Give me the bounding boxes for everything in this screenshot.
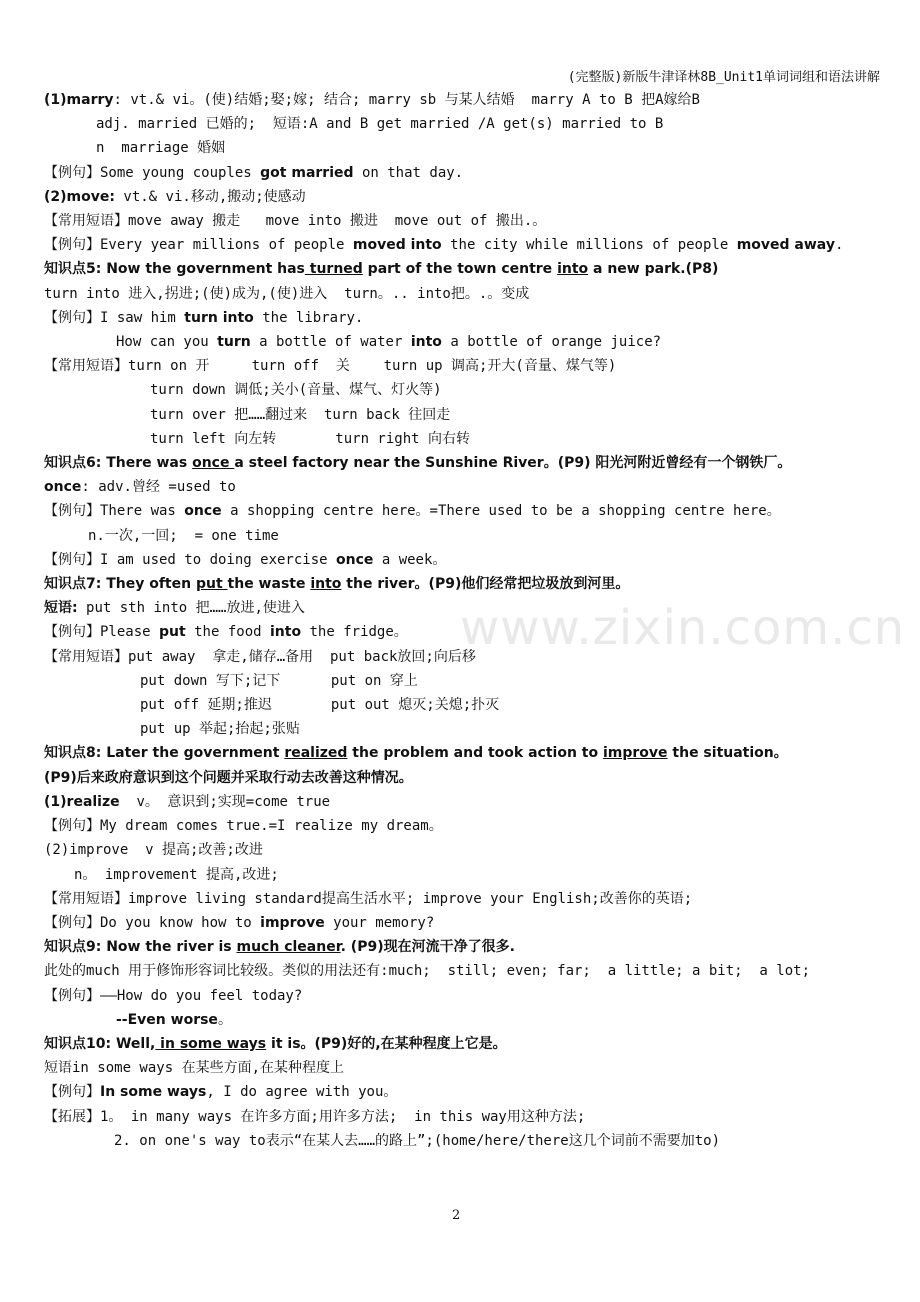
text-line bbox=[44, 863, 890, 887]
text-segment: . (P9)现在河流干净了很多. bbox=[340, 939, 515, 956]
text-segment: n.一次,一回; = one time bbox=[88, 527, 279, 544]
text-line bbox=[44, 911, 890, 935]
text-segment: 知识点5: Now the government has bbox=[44, 261, 305, 278]
text-line bbox=[44, 572, 890, 596]
text-line bbox=[44, 1080, 890, 1104]
text-line bbox=[44, 88, 890, 112]
text-segment: (2)move: bbox=[44, 188, 115, 205]
text-segment: turn into 进入,拐进;(使)成为,(使)进入 turn。.. into把。.。变成 bbox=[44, 285, 530, 302]
text-segment: How can you bbox=[116, 334, 218, 351]
text-segment: much cleaner bbox=[236, 939, 341, 956]
text-line bbox=[44, 475, 890, 499]
text-line bbox=[44, 427, 890, 451]
text-segment: turn down 调低;关小(音量、煤气、灯火等) bbox=[150, 382, 442, 399]
text-line bbox=[44, 669, 890, 693]
text-segment: in some ways bbox=[155, 1035, 267, 1052]
text-segment: the problem and took action to bbox=[347, 745, 603, 762]
text-segment: : adv.曾经 =used to bbox=[81, 479, 236, 496]
text-segment: improve bbox=[602, 745, 668, 762]
text-segment: into bbox=[410, 334, 442, 351]
text-line bbox=[44, 790, 890, 814]
text-segment: moved into bbox=[352, 237, 442, 254]
text-segment: n。 improvement 提高,改进; bbox=[74, 866, 279, 883]
text-line bbox=[44, 403, 890, 427]
text-line bbox=[44, 499, 890, 523]
text-segment: 知识点7: They often bbox=[44, 576, 196, 593]
text-segment: put down 写下;记下 put on 穿上 bbox=[140, 672, 418, 689]
text-segment: put off 延期;推迟 put out 熄灭;关熄;扑灭 bbox=[140, 697, 500, 714]
text-line bbox=[44, 136, 890, 160]
text-segment: the city while millions of people bbox=[441, 237, 737, 254]
text-line bbox=[44, 306, 890, 330]
text-line bbox=[44, 596, 890, 620]
text-segment: . bbox=[834, 237, 844, 254]
text-segment: a shopping centre here。=There used to be a shopping centre here。 bbox=[221, 503, 781, 520]
text-line bbox=[44, 1032, 890, 1056]
text-segment: turn into bbox=[184, 309, 254, 326]
text-segment: 【例句】 bbox=[44, 1084, 100, 1101]
text-segment: v。 意识到;实现=come true bbox=[119, 793, 331, 810]
text-line bbox=[44, 717, 890, 741]
text-segment: a week。 bbox=[373, 551, 447, 568]
text-segment: 【常用短语】turn on 开 turn off 关 turn up 调高;开大(音量、煤气等) bbox=[44, 358, 617, 375]
text-segment: the waste bbox=[227, 576, 311, 593]
text-line bbox=[44, 1008, 890, 1032]
text-line bbox=[44, 766, 890, 790]
text-segment: into bbox=[557, 261, 589, 278]
text-segment: turn over 把……翻过来 turn back 往回走 bbox=[150, 406, 451, 423]
text-line bbox=[44, 693, 890, 717]
text-line bbox=[44, 741, 890, 765]
text-segment: a new park.(P8) bbox=[588, 261, 719, 278]
text-line bbox=[44, 548, 890, 572]
text-segment: the fridge。 bbox=[301, 624, 408, 641]
text-segment: 。 bbox=[217, 1011, 232, 1028]
text-line bbox=[44, 984, 890, 1008]
page-number: 2 bbox=[452, 1208, 461, 1223]
text-segment: 2. on one's way to表示“在某人去……的路上”;(home/here/there这几个词前不需要加to) bbox=[114, 1132, 721, 1149]
text-segment: 此处的much 用于修饰形容词比较级。类似的用法还有:much; still; even; far; a little; a bit; a lot; bbox=[44, 963, 811, 980]
text-line bbox=[44, 1056, 890, 1080]
text-segment: a bottle of orange juice? bbox=[441, 334, 662, 351]
text-segment: got married bbox=[260, 164, 354, 181]
text-segment: (P9)后来政府意识到这个问题并采取行动去改善这种情况。 bbox=[44, 769, 413, 786]
text-segment: 【例句】I am used to doing exercise bbox=[44, 551, 337, 568]
text-line bbox=[44, 838, 890, 862]
text-segment: 【常用短语】move away 搬走 move into 搬进 move out of 搬出.。 bbox=[44, 213, 547, 230]
text-segment: put bbox=[159, 624, 186, 641]
text-line bbox=[44, 887, 890, 911]
page-header: (完整版)新版牛津译林8B_Unit1单词词组和语法讲解 bbox=[567, 70, 880, 85]
text-segment: 【例句】My dream comes true.=I realize my dream。 bbox=[44, 818, 443, 835]
text-segment: on that day. bbox=[353, 164, 464, 181]
text-segment: once bbox=[44, 479, 82, 496]
text-segment: the river。(P9)他们经常把垃圾放到河里。 bbox=[341, 576, 630, 593]
text-line bbox=[44, 354, 890, 378]
text-segment: turn bbox=[217, 334, 251, 351]
text-segment: turn left 向左转 turn right 向右转 bbox=[150, 430, 471, 447]
text-segment: a bottle of water bbox=[250, 334, 411, 351]
text-segment: : vt.& vi。(使)结婚;娶;嫁; 结合; marry sb 与某人结婚 marry A to B 把A嫁给B bbox=[113, 92, 700, 108]
text-segment: part of the town centre bbox=[362, 261, 558, 278]
text-segment: 【例句】I saw him bbox=[44, 309, 185, 326]
text-segment: , I do agree with you。 bbox=[206, 1084, 398, 1101]
text-segment: 【常用短语】improve living standard提高生活水平; improve your English;改善你的英语; bbox=[44, 890, 693, 907]
watermark: www.zixin.com.cn bbox=[460, 600, 906, 656]
text-line bbox=[44, 524, 890, 548]
text-line bbox=[44, 451, 890, 475]
text-segment: 知识点6: There was bbox=[44, 455, 193, 472]
text-line bbox=[44, 257, 890, 281]
text-segment: 【拓展】1。 in many ways 在许多方面;用许多方法; in this way用这种方法; bbox=[44, 1108, 586, 1125]
text-segment: (2)improve v 提高;改善;改进 bbox=[44, 842, 263, 859]
text-segment: 【例句】Every year millions of people bbox=[44, 237, 353, 254]
text-segment: (1)realize bbox=[44, 793, 120, 810]
text-segment: once bbox=[192, 455, 235, 472]
text-line bbox=[44, 209, 890, 233]
text-segment: 知识点10: Well, bbox=[44, 1035, 156, 1052]
text-segment: a steel factory near the Sunshine River。(P9) 阳光河附近曾经有一个钢铁厂。 bbox=[234, 455, 792, 472]
text-segment: 知识点9: Now the river is bbox=[44, 939, 237, 956]
text-line bbox=[44, 282, 890, 306]
text-segment: turned bbox=[304, 261, 363, 278]
text-segment: In some ways bbox=[100, 1084, 207, 1101]
document-body bbox=[44, 88, 890, 1153]
text-segment: adj. married 已婚的; 短语:A and B get married /A get(s) married to B bbox=[96, 116, 664, 133]
text-line bbox=[44, 233, 890, 257]
text-segment: the library. bbox=[253, 309, 364, 326]
text-line bbox=[44, 645, 890, 669]
text-segment: put bbox=[195, 576, 228, 593]
text-segment: your memory? bbox=[324, 914, 435, 931]
text-line bbox=[44, 161, 890, 185]
text-segment: once bbox=[184, 503, 222, 520]
text-segment: it is。(P9)好的,在某种程度上它是。 bbox=[266, 1035, 507, 1052]
text-segment: 短语: bbox=[44, 600, 78, 617]
text-segment: vt.& vi.移动,搬动;使感动 bbox=[114, 188, 306, 205]
text-line bbox=[44, 935, 890, 959]
text-segment: 【例句】Please bbox=[44, 624, 160, 641]
text-segment: 【例句】There was bbox=[44, 503, 185, 520]
text-line bbox=[44, 1105, 890, 1129]
text-segment: improve bbox=[260, 914, 325, 931]
text-line bbox=[44, 330, 890, 354]
text-segment: moved away bbox=[736, 237, 835, 254]
text-segment: the situation。 bbox=[667, 745, 788, 762]
text-segment: 知识点8: Later the government bbox=[44, 745, 285, 762]
text-segment: into bbox=[270, 624, 302, 641]
text-segment: 【例句】Do you know how to bbox=[44, 914, 261, 931]
text-segment: realized bbox=[284, 745, 348, 762]
text-segment: --Even worse bbox=[116, 1011, 218, 1028]
text-segment: into bbox=[310, 576, 342, 593]
text-segment: (1)marry bbox=[44, 92, 114, 108]
text-line bbox=[44, 378, 890, 402]
text-segment: 【例句】——How do you feel today? bbox=[44, 987, 303, 1004]
text-line bbox=[44, 1129, 890, 1153]
text-segment: put up 举起;抬起;张贴 bbox=[140, 721, 300, 738]
text-line bbox=[44, 112, 890, 136]
text-segment: once bbox=[336, 551, 374, 568]
text-line bbox=[44, 185, 890, 209]
text-line bbox=[44, 959, 890, 983]
text-line bbox=[44, 814, 890, 838]
text-segment: 【例句】Some young couples bbox=[44, 164, 261, 181]
text-segment: put sth into 把……放进,使进入 bbox=[77, 600, 305, 617]
text-line bbox=[44, 620, 890, 644]
text-segment: the food bbox=[185, 624, 270, 641]
text-segment: 短语in some ways 在某些方面,在某种程度上 bbox=[44, 1060, 345, 1077]
text-segment: n marriage 婚姻 bbox=[96, 140, 226, 157]
text-segment: 【常用短语】put away 拿走,储存…备用 put back放回;向后移 bbox=[44, 648, 476, 665]
